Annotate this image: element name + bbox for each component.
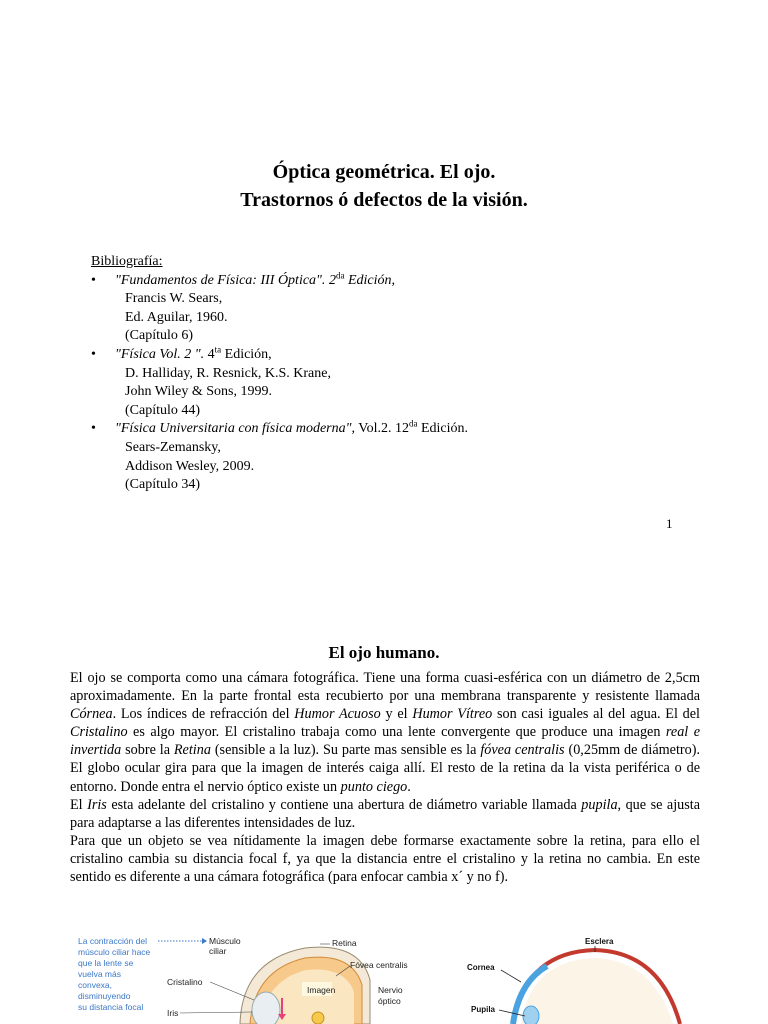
bibliography-heading: Bibliografía: <box>91 254 163 269</box>
reference-publisher: John Wiley & Sons, 1999. <box>125 384 272 400</box>
reference-edition-word: Edición, <box>344 272 395 288</box>
term-cristalino: Cristalino <box>70 724 128 741</box>
reference-title: "Fundamentos de Física: III Óptica". <box>115 272 326 288</box>
svg-text:su distancia focal: su distancia focal <box>78 1002 144 1012</box>
svg-text:Pupila: Pupila <box>471 1005 496 1014</box>
paragraph: Para que un objeto se vea nítidamente la imagen debe formarse exactamente sobre la retina, para ello el cristalino cambia su distancia focal f, ya que la distancia entre el cristalino y la retina no cambia. En este sentido es diferente a una cámara fotográfica (para enfocar cambia x´ y no f). <box>70 832 700 886</box>
body-text <box>70 669 700 886</box>
bullet-icon: • <box>91 421 96 437</box>
title-line-2: Trastornos ó defectos de la visión. <box>240 189 528 211</box>
reference-edition-superscript: da <box>408 418 418 429</box>
svg-text:Cornea: Cornea <box>467 963 495 972</box>
reference-edition-word: Edición. <box>417 421 469 437</box>
svg-text:óptico: óptico <box>378 996 401 1006</box>
svg-text:que la lente se: que la lente se <box>78 958 134 968</box>
reference-title: "Física Vol. 2 ". <box>115 346 205 362</box>
svg-text:Músculo: Músculo <box>209 936 241 946</box>
paragraph: El ojo se comporta como una cámara fotográfica. Tiene una forma cuasi-esférica con un diámetro de 2,5cm aproximadamente. En la parte frontal esta recubierto por una membrana transparente y resistente llamada Córnea. Los índices de refracción del Humor Acuoso y el Humor Vítreo son casi iguales al del agua. El del Cristalino es algo mayor. El cristalino trabaja como una lente convergente que produce una imagen real e invertida sobre la Retina (sensible a la luz). Su parte mas sensible es la fóvea centralis (0,25mm de diámetro). El globo ocular gira para que la imagen de interés caiga allí. El resto de la retina da la vista periférica o de entorno. Donde entra el nervio óptico existe un punto ciego. <box>70 670 700 795</box>
svg-text:disminuyendo: disminuyendo <box>78 991 131 1001</box>
lens-shape <box>252 992 280 1024</box>
term-fovea: fóvea centralis <box>480 742 565 759</box>
cornea-pointer <box>501 970 521 982</box>
eye-cross-section-figure <box>455 930 705 1024</box>
svg-text:Nervio: Nervio <box>378 985 403 995</box>
caption-text <box>78 936 151 1012</box>
reference-item <box>91 269 468 346</box>
reference-edition-number: Vol.2. 12 <box>355 421 409 437</box>
reference-publisher: Addison Wesley, 2009. <box>125 458 255 474</box>
reference-edition-superscript: ta <box>214 344 222 355</box>
caption-pointer-arrow <box>202 938 207 944</box>
term-real-invertida: real e invertida <box>70 724 700 759</box>
reference-publisher: Ed. Aguilar, 1960. <box>125 309 228 325</box>
reference-title-line <box>91 269 468 291</box>
bullet-icon: • <box>91 346 96 362</box>
term-humor-vitreo: Humor Vítreo <box>412 706 493 723</box>
svg-text:Esclera: Esclera <box>585 937 614 946</box>
svg-text:convexa,: convexa, <box>78 980 113 990</box>
reference-title-line <box>91 346 468 365</box>
svg-text:Retina: Retina <box>332 938 357 948</box>
bibliography <box>91 253 468 495</box>
term-retina: Retina <box>173 742 211 759</box>
svg-text:Imagen: Imagen <box>307 985 336 995</box>
reference-author: Sears-Zemansky, <box>125 439 221 455</box>
pupil-lens <box>523 1006 539 1024</box>
reference-title-line <box>91 420 468 439</box>
paragraph: El Iris esta adelante del cristalino y contiene una abertura de diámetro variable llamada pupila, que se ajusta para adaptarse a las diferentes intensidades de luz. <box>70 796 700 831</box>
term-pupila: pupila <box>581 796 618 813</box>
term-punto-ciego: punto ciego <box>340 778 408 795</box>
svg-text:vuelva más: vuelva más <box>78 969 121 979</box>
term-iris: Iris <box>87 796 107 813</box>
bullet-icon: • <box>91 272 96 288</box>
term-humor-acuoso: Humor Acuoso <box>294 706 381 723</box>
reference-chapter: (Capítulo 34) <box>125 477 201 493</box>
svg-text:Fóvea centralis: Fóvea centralis <box>350 960 408 970</box>
reference-chapter: (Capítulo 6) <box>125 328 194 344</box>
svg-text:ciliar: ciliar <box>209 946 227 956</box>
title-line-1: Óptica geométrica. El ojo. <box>272 161 496 183</box>
svg-text:Iris: Iris <box>167 1008 179 1018</box>
reference-edition-number: 2 <box>328 272 336 288</box>
reference-author: D. Halliday, R. Resnick, K.S. Krane, <box>125 365 331 381</box>
image-dot <box>312 1012 324 1024</box>
eye-accommodation-figure <box>70 930 420 1024</box>
page-number: 1 <box>666 516 673 531</box>
svg-text:La contracción del: La contracción del <box>78 936 147 946</box>
section-title: El ojo humano. <box>328 643 440 662</box>
reference-chapter: (Capítulo 44) <box>125 402 201 418</box>
reference-item <box>91 346 468 420</box>
svg-text:Cristalino: Cristalino <box>167 977 203 987</box>
reference-edition-number: 4 <box>204 346 215 362</box>
reference-edition-superscript: da <box>335 269 345 280</box>
reference-author: Francis W. Sears, <box>125 291 223 307</box>
reference-edition-word: Edición, <box>221 346 272 362</box>
document-title <box>0 158 768 214</box>
term-cornea: Córnea <box>70 706 113 723</box>
reference-item <box>91 420 468 494</box>
reference-title: "Física Universitaria con física moderna", <box>115 421 356 437</box>
svg-text:músculo ciliar hace: músculo ciliar hace <box>78 947 151 957</box>
